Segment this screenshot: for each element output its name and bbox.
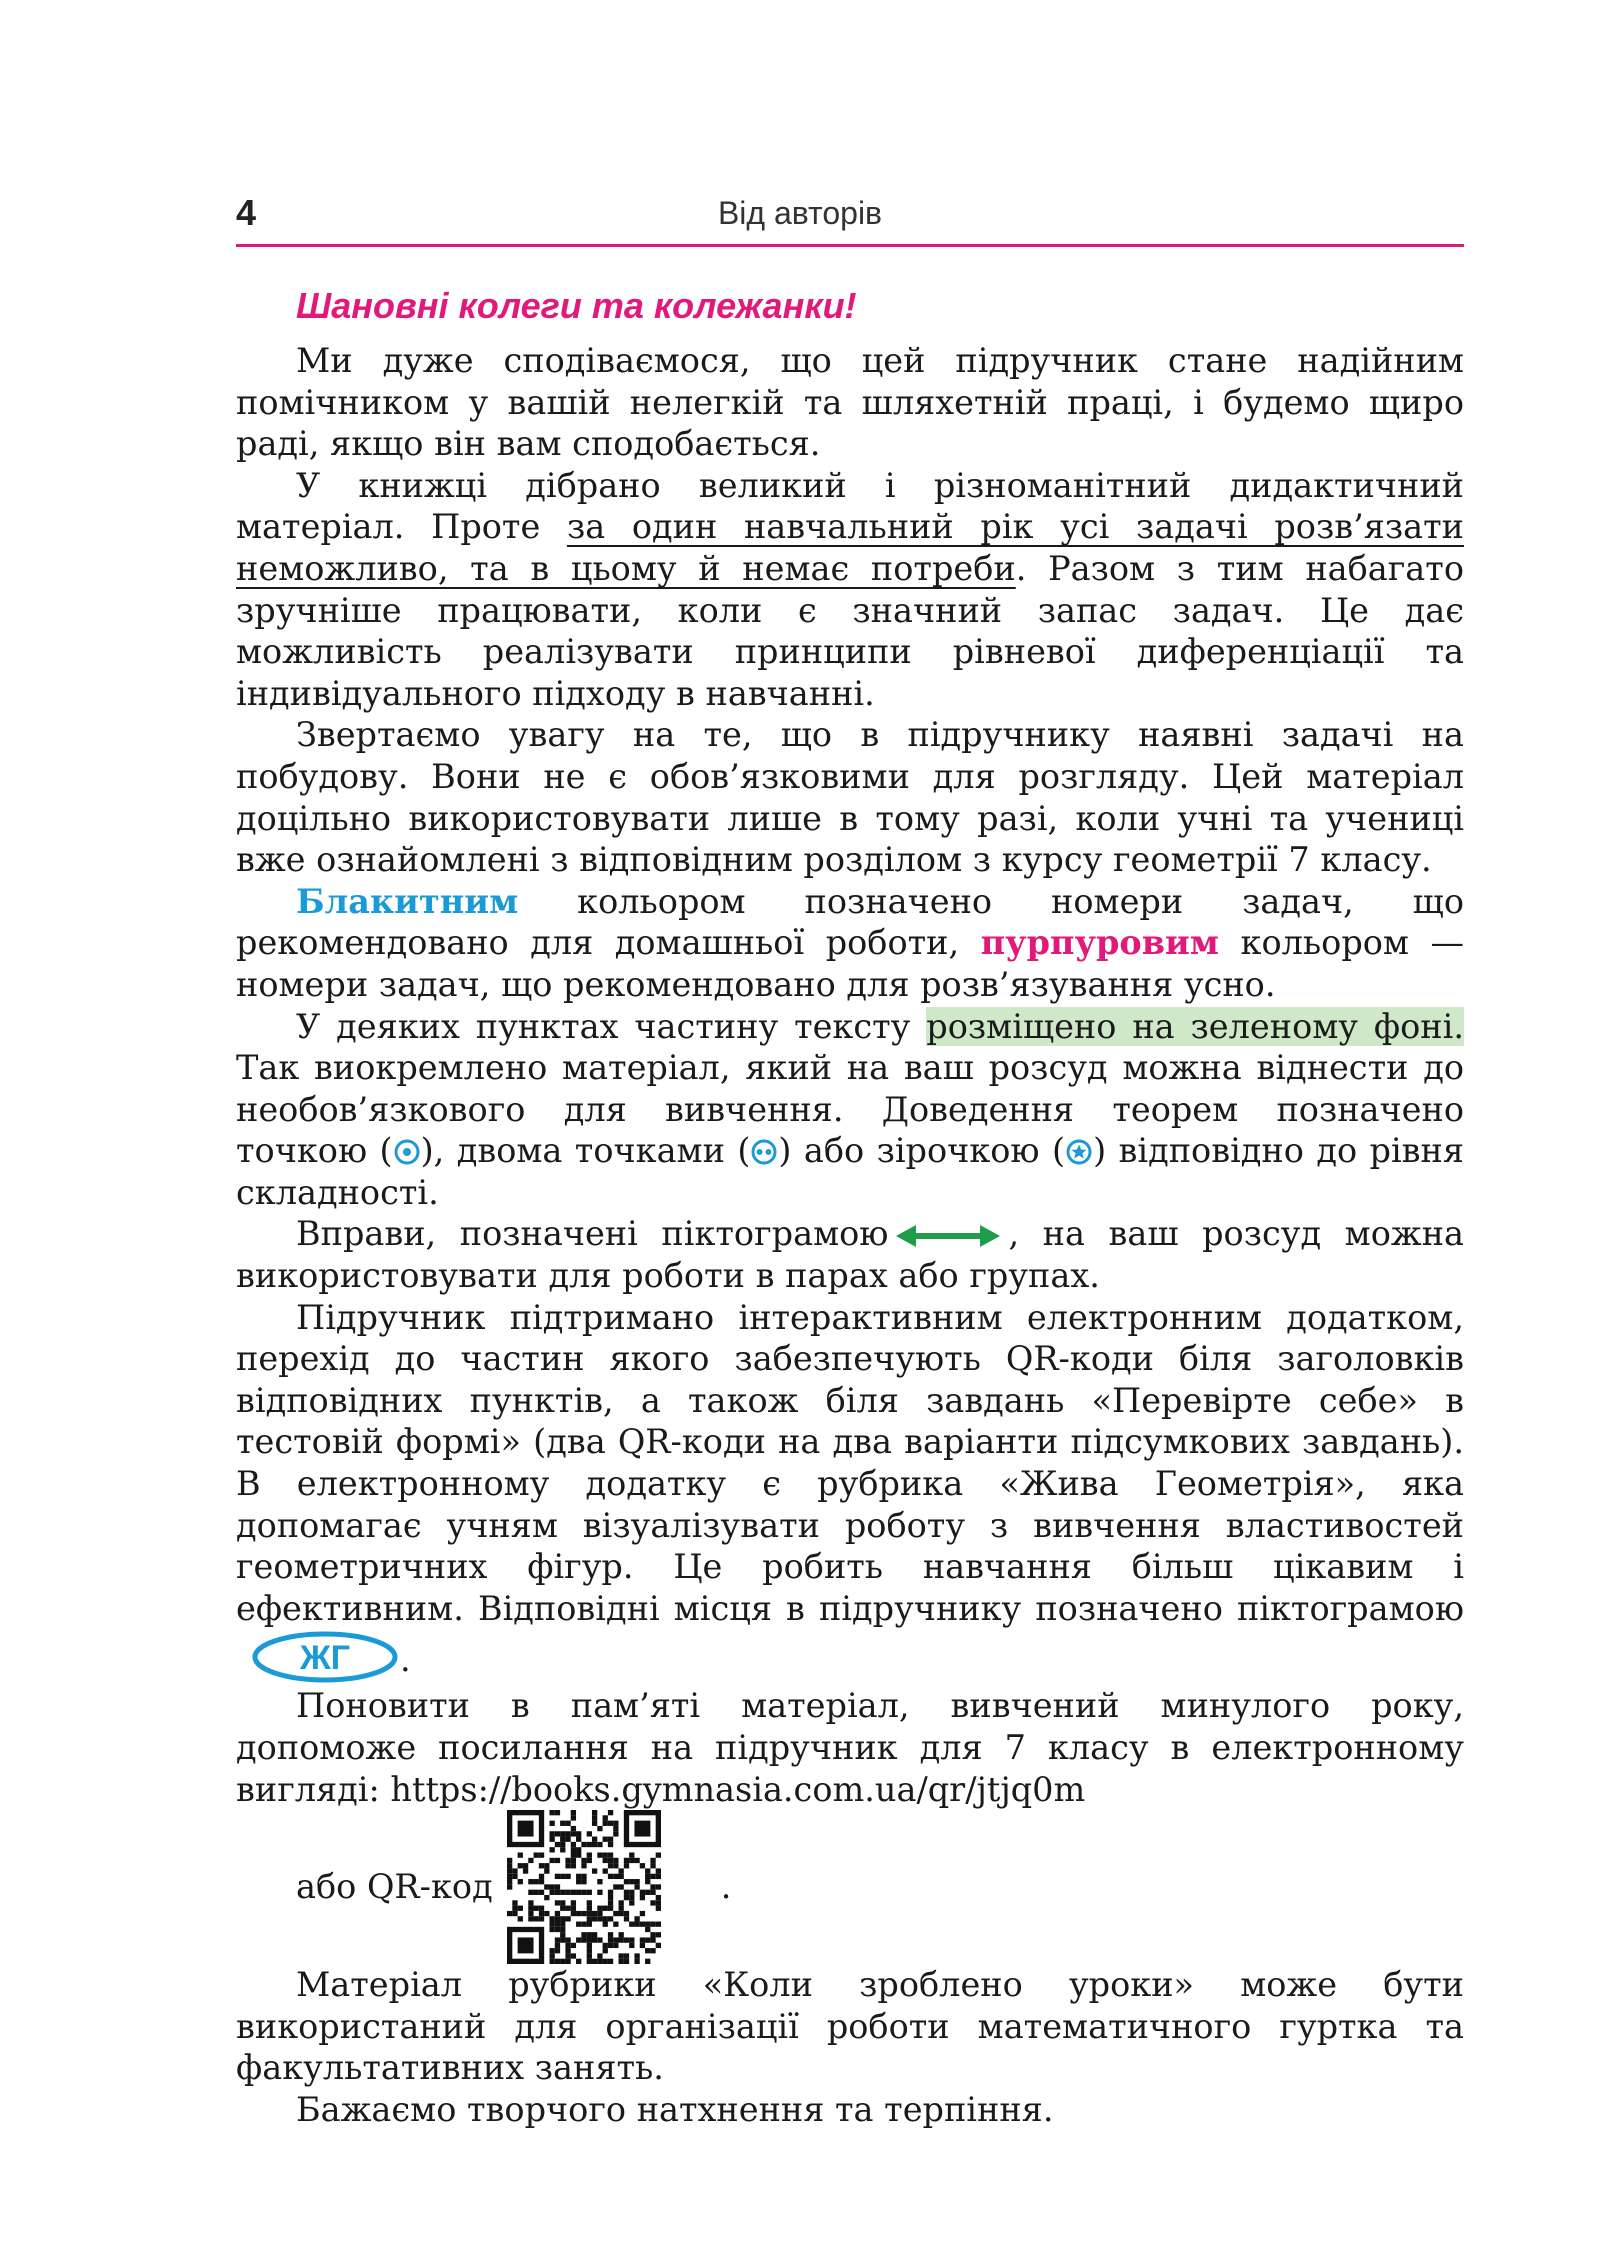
paragraph-2 bbox=[236, 465, 1464, 715]
paragraph-8: Поновити в пам’яті матеріал, вивчений минулого року, допоможе посилання на підручник для 7 класу в електронному вигляді: https://books.gymnasia.com.ua/qr/jtjq0m bbox=[236, 1686, 1464, 1809]
p7-text-a: Підручник підтримано інтерактивним електронним додатком, перехід до частин якого забезпечують QR-коди біля заголовків відповідних пунктів, а також біля завдань «Перевірте себе» в тестовій формі» (два QR-коди на два варіанти підсумкових завдань). В електронному додатку є рубрика «Жива Геометрія», яка допомагає учням візуалізувати роботу з вивчення властивостей геометричних фігур. Це робить навчання більш цікавим і ефективним. Відповідні місця в підручнику позначено піктограмою bbox=[236, 1297, 1464, 1628]
p4-text-a: кольором позначено номери задач, що рекомендовано для домашньої роботи, bbox=[236, 881, 1464, 963]
running-header: Від авторів bbox=[717, 195, 883, 231]
qr-line-end: . bbox=[720, 1867, 732, 1907]
p5-text-a: У деяких пунктах частину тексту bbox=[296, 1006, 927, 1046]
p5-text-d: ) або зірочкою ( bbox=[778, 1131, 1066, 1171]
paragraph-1: Ми дуже сподіваємося, що цей підручник стане надійним помічником у вашій нелегкій та шляхетній праці, і будемо щиро раді, якщо він вам сподобається. bbox=[236, 341, 1464, 464]
p5-text-e: ) відповідно до рівня складності. bbox=[236, 1131, 1464, 1212]
one-dot-icon bbox=[393, 1138, 421, 1166]
paragraph-9: Матеріал рубрики «Коли зроблено уроки» може бути використаний для організації роботи математичного гуртка та факультативних занять. bbox=[236, 1965, 1464, 2088]
header-rule bbox=[236, 244, 1464, 247]
zhg-icon-label: ЖГ bbox=[299, 1639, 351, 1678]
paragraph-5 bbox=[236, 1006, 1464, 1214]
paragraph-6 bbox=[236, 1213, 1464, 1296]
paragraph-10: Бажаємо творчого натхнення та терпіння. bbox=[296, 2089, 1054, 2129]
p7-text-b: . bbox=[400, 1640, 411, 1680]
greeting-heading: Шановні колеги та колежанки! bbox=[296, 285, 857, 326]
qr-line bbox=[236, 1810, 1464, 1964]
p6-text-b: , на ваш розсуд можна використовувати для роботи в парах або групах. bbox=[236, 1214, 1464, 1296]
p4-text-b: кольором — номери задач, що рекомендовано для розв’язування усно. bbox=[236, 923, 1464, 1004]
paragraph-7 bbox=[236, 1297, 1464, 1686]
paragraph-4 bbox=[236, 881, 1464, 1006]
p5-text-c: ), двома точками ( bbox=[420, 1131, 751, 1171]
p5-text-b: Так виокремлено матеріал, який на ваш розсуд можна віднести до необов’язкового для вивчення. Доведення теорем позначено точкою ( bbox=[236, 1048, 1464, 1171]
body-text bbox=[236, 340, 1464, 2131]
purple-word: пурпуровим bbox=[980, 923, 1220, 963]
p6-text-a: Вправи, позначені піктограмою bbox=[296, 1214, 889, 1254]
underlined-text: за один навчальний рік усі задачі розв’язати неможливо, та в цьому й немає потреби bbox=[236, 507, 1464, 588]
paragraph-3: Звертаємо увагу на те, що в підручнику наявні задачі на побудову. Вони не є обов’язковими для розгляду. Цей матеріал доцільно використовувати лише в тому разі, коли учні та учениці вже ознайомлені з відповідним розділом з курсу геометрії 7 класу. bbox=[236, 715, 1464, 880]
star-icon bbox=[1065, 1138, 1093, 1166]
green-highlight-text: розміщено на зеленому фоні. bbox=[926, 1006, 1464, 1046]
qr-code-icon bbox=[507, 1810, 661, 1964]
two-dots-icon bbox=[750, 1138, 778, 1166]
zhg-icon bbox=[250, 1629, 400, 1685]
qr-label: або QR-код bbox=[296, 1867, 493, 1907]
blue-word: Блакитним bbox=[296, 881, 519, 921]
double-arrow-icon bbox=[894, 1221, 1002, 1251]
p2-text-b: . Разом з тим набагато зручніше працювати, коли є значний запас задач. Це дає можливість реалізувати принципи рівневої диференціації та індивідуального підходу в навчанні. bbox=[236, 548, 1464, 713]
p2-text-a: У книжці дібрано великий і різноманітний дидактичний матеріал. Проте bbox=[236, 465, 1464, 547]
page-number: 4 bbox=[236, 192, 257, 233]
